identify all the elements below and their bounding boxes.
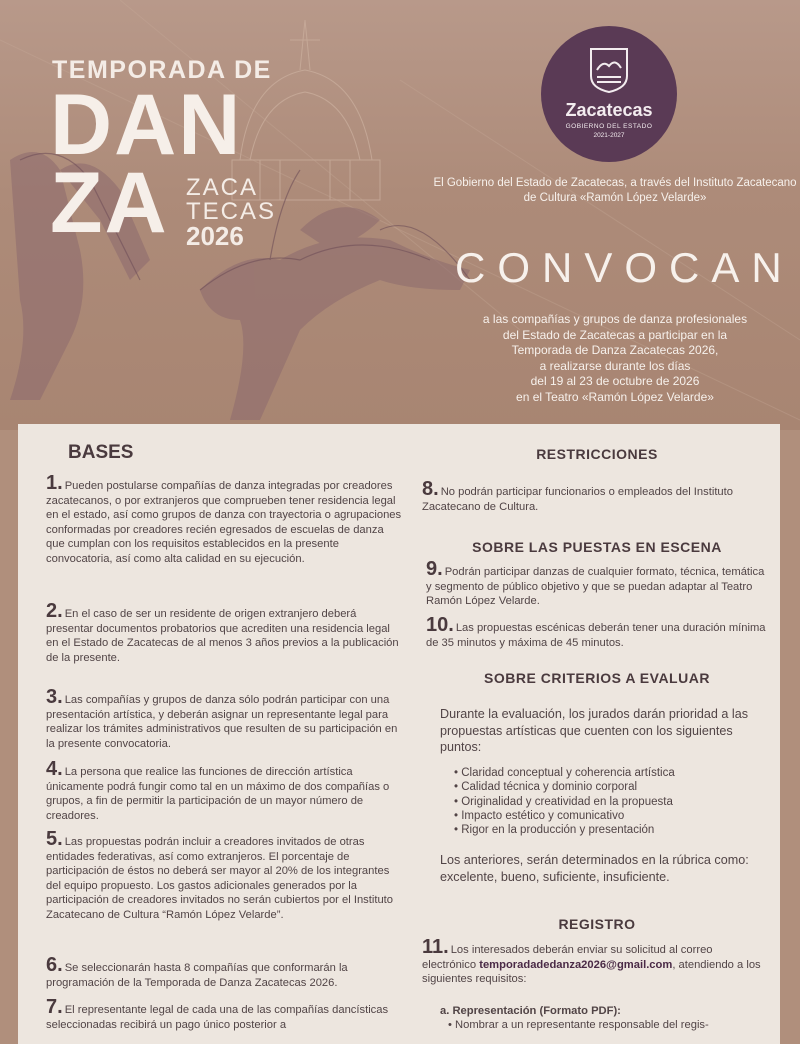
list-item (46, 828, 402, 922)
item-text: Las propuestas escénicas deberán tener una duración mínima de 35 minutos y máxima de 45 minutos. (426, 622, 766, 649)
year: 2026 (186, 221, 244, 251)
hero-banner (0, 0, 800, 430)
title-dan: DAN (50, 77, 243, 173)
item-text: No podrán participar funcionarios o empleados del Instituto Zacatecano de Cultura. (422, 486, 733, 513)
callout-line: Temporada de Danza Zacatecas 2026, (511, 343, 719, 357)
item-number: 7. (46, 996, 63, 1018)
callout-line: del Estado de Zacatecas a participar en la (502, 327, 728, 342)
list-item (46, 600, 402, 665)
item-text: Se seleccionarán hasta 8 compañías que conformarán la programación de la Temporada de Danza Zacatecas 2026. (46, 962, 348, 989)
item-text: El representante legal de cada una de las compañías dancísticas seleccionadas recibirá un pago único posterior a (46, 1004, 389, 1031)
content-panel (18, 424, 780, 1044)
logo-name: Zacatecas (565, 100, 653, 120)
item-text: Pueden postularse compañías de danza integradas por creadores zacatecanos, o por extranjeros que comprueben tener residencia legal en el estado, así como grupos de danza con trayectoria o agrupaciones conformadas por creadores recién egresados de escuelas de danza que cumplan con los requisitos establecidos en la presente convocatoria, así como alta calidad en su ejecución. (46, 480, 402, 565)
city-line-2: TECAS (186, 198, 277, 225)
callout-text (430, 312, 800, 405)
list-item: • Calidad técnica y dominio corporal (454, 780, 764, 794)
list-item: • Originalidad y creatividad en la propuesta (454, 795, 764, 809)
list-item: • Nombrar a un representante responsable del regis- (448, 1019, 709, 1031)
title-temporada-de: TEMPORADA DE (52, 56, 272, 84)
callout-line: a las compañías y grupos de danza profesionales (482, 312, 748, 326)
list-item (426, 614, 768, 650)
criterios-list (454, 766, 764, 837)
title-za: ZA (50, 155, 169, 251)
item-text: En el caso de ser un residente de origen extranjero deberá presentar documentos probatorios que acrediten una residencia legal en el Estado de Zacatecas de al menos 3 años previos a la publicación de la presente. (46, 608, 399, 664)
item-text: La persona que realice las funciones de dirección artística únicamente podrá fungir como tal en un máximo de dos compañías o grupos, a fin de permitir la participación de un mayor número de creadores. (46, 766, 390, 822)
item-number: 4. (46, 758, 63, 780)
bases-heading: BASES (68, 442, 134, 463)
item-number: 2. (46, 600, 63, 622)
item-number: 6. (46, 954, 63, 976)
list-item (422, 478, 768, 514)
logo-subtitle: GOBIERNO DEL ESTADO (565, 123, 653, 130)
city-line-1: ZACA (186, 174, 259, 201)
intro-text: El Gobierno del Estado de Zacatecas, a través del Instituto Zacatecano de Cultura «Ramón López Velarde» (433, 177, 797, 204)
item-text: Podrán participar danzas de cualquier formato, técnica, temática y segmento de público objetivo y que se puedan adaptar al Teatro Ramón López Velarde. (426, 566, 765, 607)
callout-line: del 19 al 23 de octubre de 2026 (530, 374, 700, 388)
list-item (46, 758, 402, 823)
item-text: Los interesados deberán enviar su solicitud al correo electrónico (422, 944, 713, 971)
city-year-block (186, 174, 277, 251)
item-number: 3. (46, 686, 63, 708)
item-text: Nombrar a un representante responsable del regis- (455, 1019, 709, 1031)
item-text: , atendiendo a los siguientes requisitos: (422, 958, 761, 985)
callout-line: a realizarse durante los días (539, 358, 691, 373)
criterios-outro: Los anteriores, serán determinados en la rúbrica como: excelente, bueno, suficiente, insuficiente. (440, 853, 749, 884)
list-item (46, 996, 402, 1032)
item-number: 1. (46, 472, 63, 494)
list-item: • Claridad conceptual y coherencia artística (454, 766, 764, 780)
item-number: 11. (422, 936, 449, 958)
item-number: 9. (426, 558, 443, 580)
criterios-heading: SOBRE CRITERIOS A EVALUAR (484, 670, 710, 686)
item-number: 5. (46, 828, 63, 850)
item-text: Las propuestas podrán incluir a creadores invitados de otras entidades federativas, así como extranjeros. El porcentaje de participación de éstos no deberá ser mayor al 20% de los integrantes del equipo propuesto. Los gastos adicionales generados por la participación de creadores invitados no serán cubiertos por el Instituto Zacatecano de Cultura “Ramón López Velarde”. (46, 836, 394, 921)
list-item (422, 936, 768, 987)
list-item (426, 558, 768, 609)
list-item (46, 472, 402, 566)
shield-icon (588, 46, 630, 94)
callout-line: en el Teatro «Ramón López Velarde» (516, 389, 714, 404)
restricciones-heading: RESTRICCIONES (536, 446, 658, 462)
list-item (46, 954, 402, 990)
criterios-intro: Durante la evaluación, los jurados darán prioridad a las propuestas artísticas que cuenten con los siguientes puntos: (440, 707, 749, 754)
item-number: 10. (426, 614, 454, 636)
item-text: Las compañías y grupos de danza sólo podrán participar con una presentación artística, y deberán asignar un representante legal para realizar los trámites administrativos que resulten de su participación en la presente convocatoria. (46, 694, 398, 750)
list-item: • Impacto estético y comunicativo (454, 809, 764, 823)
convocan-heading: CONVOCAN (455, 244, 794, 291)
registro-heading: REGISTRO (558, 916, 636, 932)
zacatecas-government-logo (541, 26, 677, 162)
sub-heading-a: a. Representación (Formato PDF): (440, 1005, 621, 1017)
list-item (46, 686, 402, 751)
item-number: 8. (422, 478, 439, 500)
email-link[interactable]: temporadadedanza2026@gmail.com (479, 958, 673, 971)
list-item: • Rigor en la producción y presentación (454, 823, 764, 837)
puestas-heading: SOBRE LAS PUESTAS EN ESCENA (472, 539, 722, 555)
logo-years: 2021-2027 (593, 132, 625, 139)
